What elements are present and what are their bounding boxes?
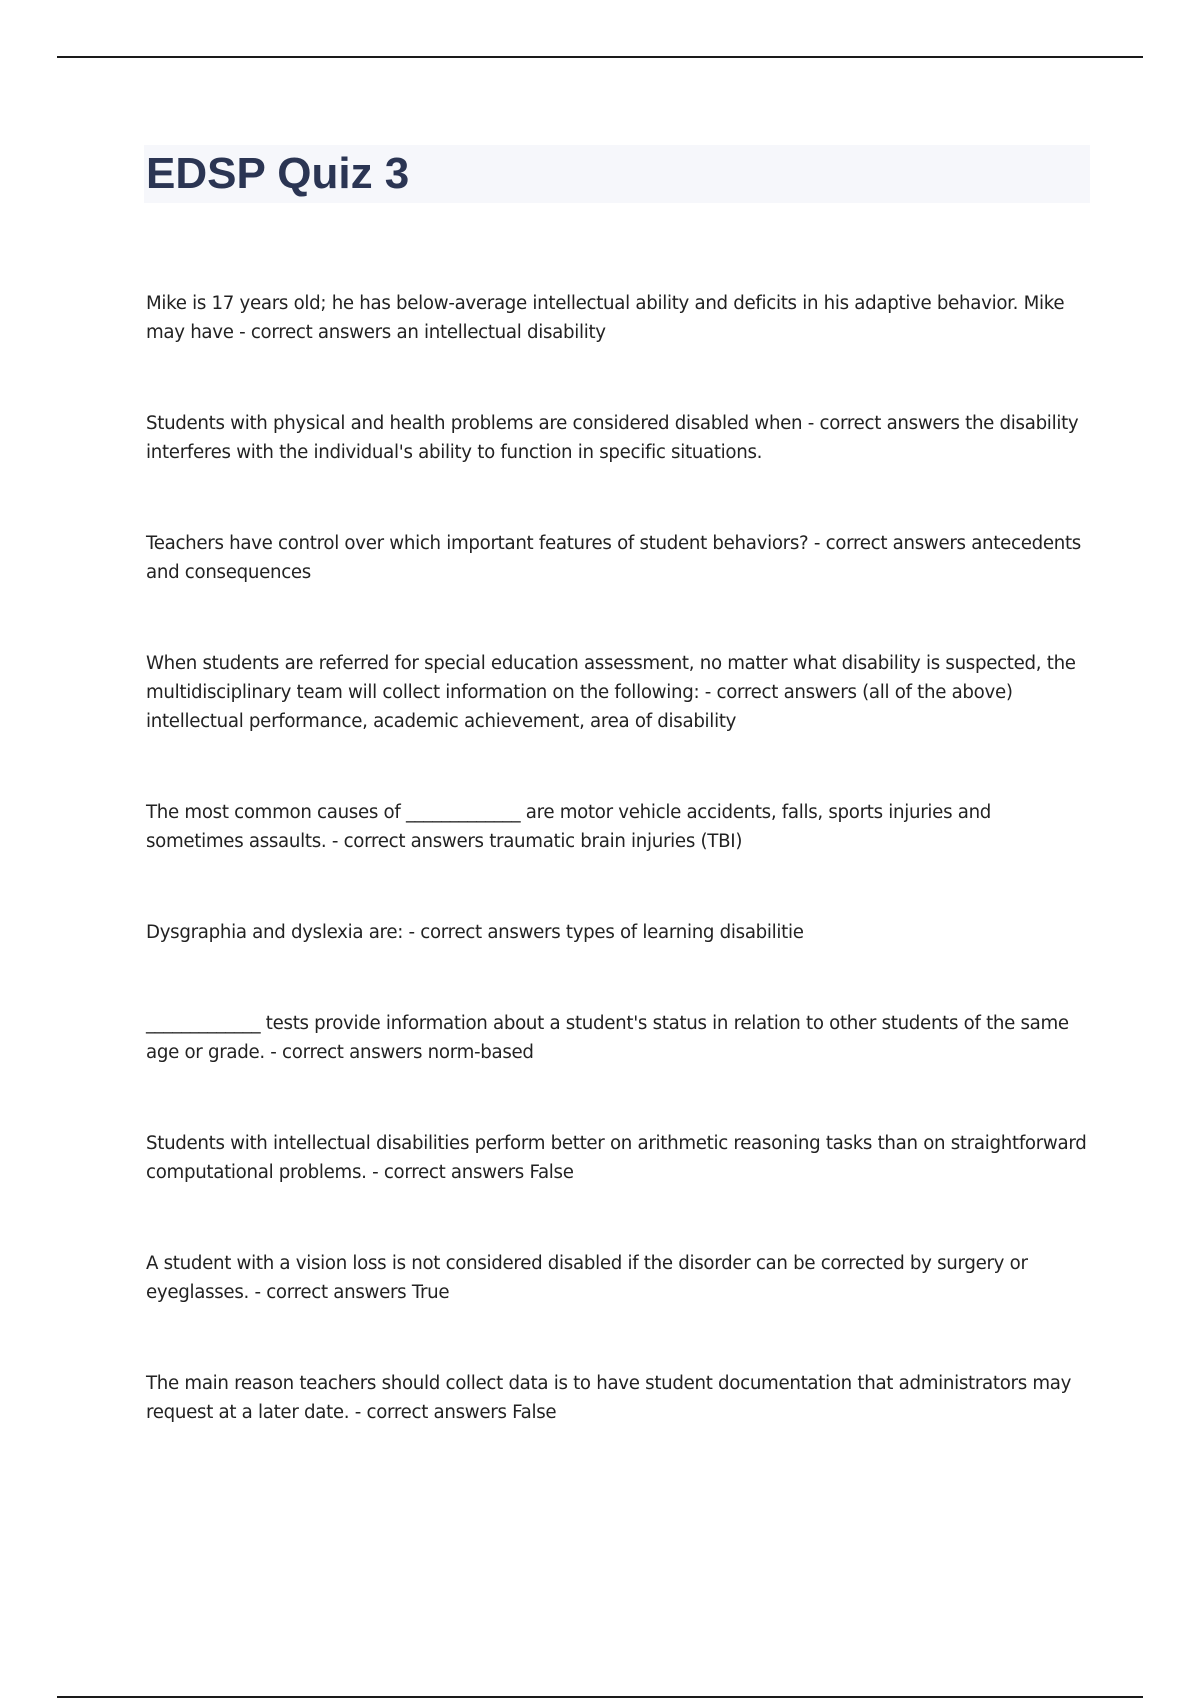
top-rule	[57, 56, 1143, 58]
title-banner	[144, 145, 1090, 203]
qa-item: The most common causes of _____________ are motor vehicle accidents, falls, sports injuries and sometimes assaults. - correct answers traumatic brain injuries (TBI)	[146, 802, 992, 852]
qa-item: Dysgraphia and dyslexia are: - correct answers types of learning disabilitie	[146, 922, 804, 943]
qa-item: _____________ tests provide information about a student's status in relation to other students of the same age or grade. - correct answers norm-based	[146, 1013, 1069, 1063]
qa-item: A student with a vision loss is not considered disabled if the disorder can be corrected by surgery or eyeglasses. - correct answers True	[146, 1253, 1028, 1303]
qa-item: The main reason teachers should collect data is to have student documentation that administrators may request at a later date. - correct answers False	[146, 1373, 1072, 1423]
qa-item: Students with intellectual disabilities perform better on arithmetic reasoning tasks than on straightforward computational problems. - correct answers False	[146, 1133, 1087, 1183]
qa-item: Students with physical and health problems are considered disabled when - correct answers the disability interferes with the individual's ability to function in specific situations.	[146, 413, 1079, 463]
qa-item: Mike is 17 years old; he has below-average intellectual ability and deficits in his adaptive behavior. Mike may have - correct answers an intellectual disability	[146, 293, 1065, 343]
qa-item: Teachers have control over which important features of student behaviors? - correct answers antecedents and consequences	[146, 533, 1081, 583]
page-title: EDSP Quiz 3	[146, 149, 410, 198]
qa-list	[146, 289, 1092, 1489]
bottom-rule	[57, 1696, 1143, 1698]
qa-item: When students are referred for special education assessment, no matter what disability is suspected, the multidisciplinary team will collect information on the following: - correct answers (all of the above) intellectual performance, academic achievement, area of disability	[146, 653, 1076, 732]
